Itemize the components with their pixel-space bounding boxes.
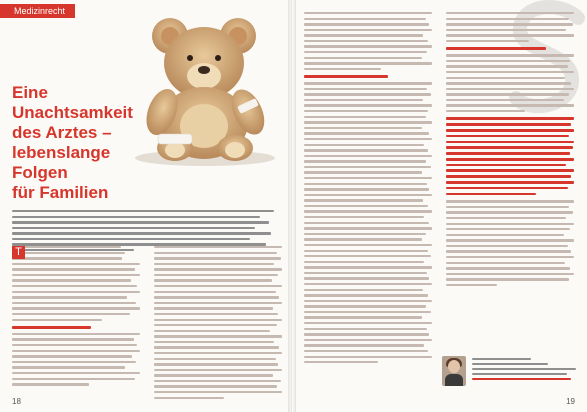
page-number: 19 [566,397,575,406]
expert-info [472,358,580,383]
right-page [292,0,587,412]
page-number: 18 [12,397,21,406]
drop-cap: T [12,246,25,259]
body-column [12,246,140,389]
subheading [304,75,388,78]
expert-box [442,356,582,396]
left-page [0,0,291,412]
subheading [446,47,546,50]
headline-line: lebenslange [12,143,111,162]
section-tab: Medizinrecht [0,4,75,18]
article-headline [12,83,133,203]
expert-photo [442,356,466,386]
headline-line: des Arztes – [12,123,112,142]
body-columns [304,12,576,392]
headline-line: Unachtsamkeit [12,103,133,122]
body-column [304,12,432,367]
headline-line: für Familien [12,183,109,202]
body-column [154,246,282,402]
body-column [446,12,574,289]
teddy-bear-image [120,8,290,168]
body-columns [12,246,284,396]
headline-line: Folgen [12,163,68,182]
headline-line: Eine [12,83,48,102]
subheading [12,326,91,329]
